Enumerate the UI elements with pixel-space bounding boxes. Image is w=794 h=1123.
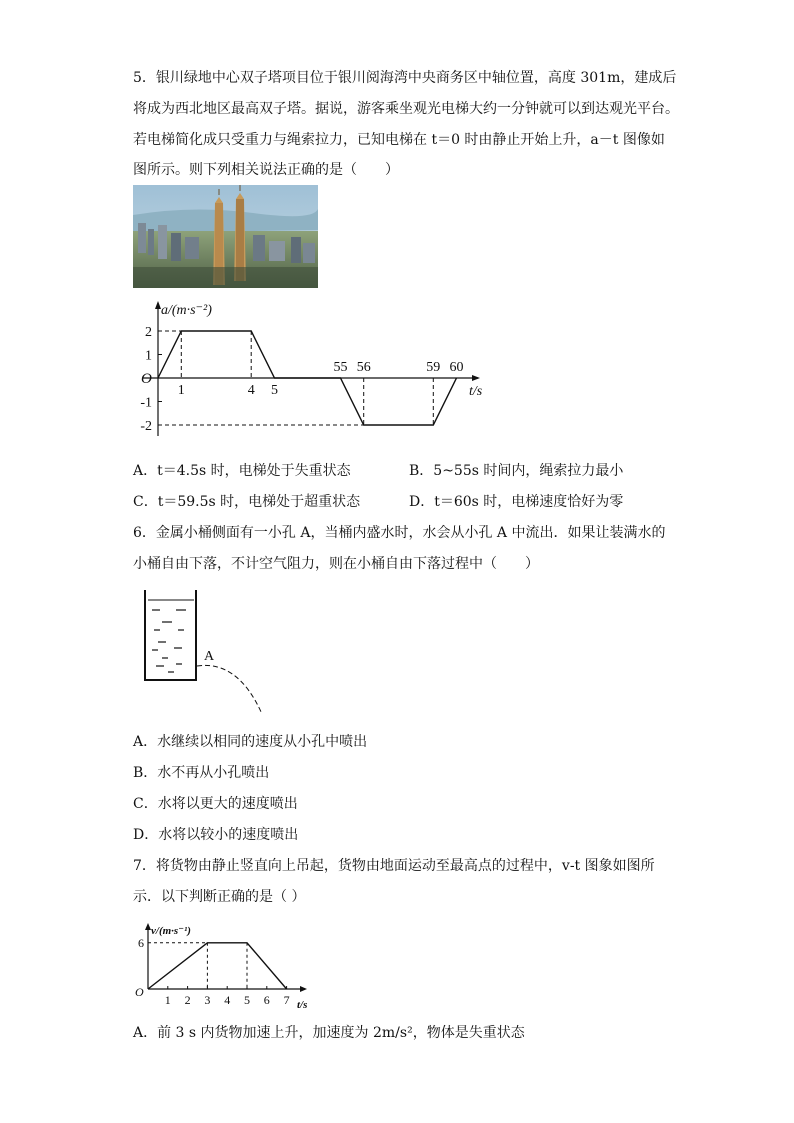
q5-line-2: 将成为西北地区最高双子塔。据说，游客乘坐观光电梯大约一分钟就可以到达观光平台。 xyxy=(133,101,679,117)
q7-x-tick-label: 1 xyxy=(164,993,171,1007)
q6-option-c[interactable]: C．水将以更大的速度喷出 xyxy=(133,796,298,812)
q7-line-1: 7．将货物由静止竖直向上吊起，货物由地面运动至最高点的过程中，v-t 图象如图所 xyxy=(133,858,655,874)
q7-x-arrow xyxy=(300,986,307,992)
q7-x-tick-label: 4 xyxy=(224,993,231,1007)
q5-y-tick-label: -1 xyxy=(140,395,152,411)
q6-option-a[interactable]: A．水继续以相同的速度从小孔中喷出 xyxy=(133,734,368,750)
q6-line-2: 小桶自由下落，不计空气阻力，则在小桶自由下落过程中（ ） xyxy=(133,556,539,572)
q7-x-tick-label: 5 xyxy=(244,993,250,1007)
q6-hole-label: A xyxy=(204,649,215,664)
q7-y-tick-label: 6 xyxy=(138,935,144,950)
q7-line-2: 示．以下判断正确的是（ ） xyxy=(133,889,306,905)
q5-line-4: 图所示。则下列相关说法正确的是（ ） xyxy=(133,162,399,178)
q5-x-tick-label: 56 xyxy=(356,360,371,375)
q7-chart-ylabel: v/(m·s⁻¹) xyxy=(151,925,191,937)
q5-y-tick-label: -2 xyxy=(140,419,152,434)
q5-option-b[interactable]: B．5~55s 时间内，绳索拉力最小 xyxy=(409,463,624,479)
q7-x-tick-label: 3 xyxy=(204,993,211,1007)
q7-x-tick-label: 7 xyxy=(283,993,290,1007)
q5-option-a[interactable]: A．t＝4.5s 时，电梯处于失重状态 xyxy=(133,463,351,479)
q6-bucket-diagram xyxy=(138,584,278,716)
q7-x-tick-label: 6 xyxy=(263,993,270,1007)
q5-chart-xlabel: t/s xyxy=(469,384,483,399)
q5-x-tick-label: 59 xyxy=(426,360,441,375)
q5-chart-origin: O xyxy=(141,371,152,387)
q7-v-t-chart xyxy=(133,920,333,1010)
q5-x-tick-label: 60 xyxy=(449,360,464,375)
q7-x-tick-label: 2 xyxy=(184,993,191,1007)
q5-y-tick-label: 2 xyxy=(145,325,152,340)
q5-option-d[interactable]: D．t＝60s 时，电梯速度恰好为零 xyxy=(409,494,624,510)
q5-line-1: 5．银川绿地中心双子塔项目位于银川阅海湾中央商务区中轴位置，高度 301m，建成后 xyxy=(133,70,677,86)
q7-data-line xyxy=(148,943,287,989)
q6-line-1: 6．金属小桶侧面有一小孔 A，当桶内盛水时，水会从小孔 A 中流出．如果让装满水的 xyxy=(133,525,666,541)
q5-x-arrow xyxy=(472,375,480,381)
q7-option-a[interactable]: A．前 3 s 内货物加速上升，加速度为 2m/s²，物体是失重状态 xyxy=(133,1025,525,1041)
q7-chart-origin: O xyxy=(135,985,144,999)
q5-x-tick-label: 4 xyxy=(247,383,255,398)
q5-line-3: 若电梯简化成只受重力与绳索拉力，已知电梯在 t＝0 时由静止开始上升，a－t 图像如 xyxy=(133,132,665,148)
q5-a-t-chart xyxy=(133,296,503,444)
q6-option-b[interactable]: B．水不再从小孔喷出 xyxy=(133,765,270,781)
twin-towers-photo xyxy=(133,185,318,288)
q5-option-c[interactable]: C．t＝59.5s 时，电梯处于超重状态 xyxy=(133,494,361,510)
q5-x-tick-label: 55 xyxy=(333,360,348,375)
q5-x-tick-label: 5 xyxy=(271,383,278,398)
q7-chart-xlabel: t/s xyxy=(297,999,308,1010)
q5-y-tick-label: 1 xyxy=(145,348,152,364)
q6-option-d[interactable]: D．水将以较小的速度喷出 xyxy=(133,827,299,843)
q5-chart-ylabel: a/(m·s⁻²) xyxy=(161,303,212,318)
q5-x-tick-label: 1 xyxy=(177,383,185,398)
